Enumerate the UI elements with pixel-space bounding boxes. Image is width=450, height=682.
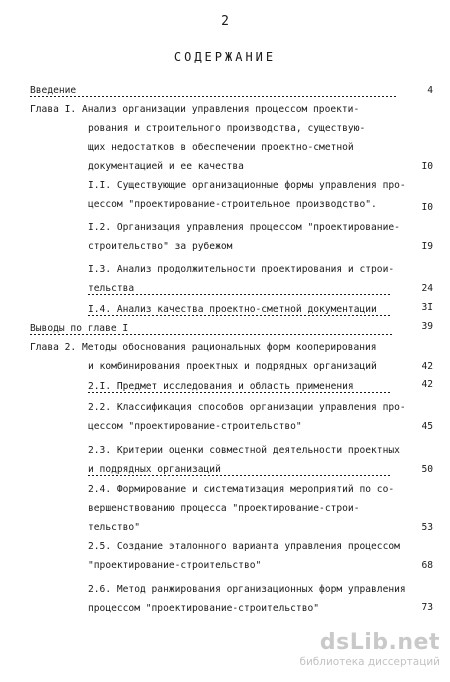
toc-page-number: 42 [421,379,433,390]
toc-title: СОДЕРЖАНИЕ [173,50,277,64]
toc-entry-line: цессом "проектирование-строительное производство". [88,199,377,210]
toc-entry-line: I.I. Существующие организационные формы управления про- [88,180,406,191]
toc-entry-line: I.2. Организация управления процессом "проектирование- [88,222,400,233]
toc-entry-line: "проектирование-строительство" [88,560,262,571]
toc-entry-line: I.4. Анализ качества проектно-сметной документации [88,304,392,316]
watermark-logo: dsLib.net [319,630,440,655]
toc-entry-line: Выводы по главе I [30,323,392,335]
toc-entry-line: Глава I. Анализ организации управления процессом проекти- [30,104,360,115]
toc-entry-line: щих недостатков в обеспечении проектно-сметной [88,142,354,153]
toc-entry-line: 2.4. Формирование и систематизация мероприятий по со- [88,484,395,495]
toc-page-number: 45 [421,421,433,432]
toc-entry-line: Глава 2. Методы обоснования рациональных форм кооперирования [30,342,377,353]
toc-page-number: 4 [427,85,433,96]
toc-entry-line: 2.I. Предмет исследования и область применения [88,381,392,393]
toc-page-number: I0 [421,161,433,172]
toc-entry-line: Введение [30,85,398,97]
watermark-subtitle: библиотека диссертаций [299,656,440,668]
watermark [290,630,440,670]
toc-page-number: 53 [421,522,433,533]
toc-entry-line: тельство" [88,522,140,533]
toc-entry-line: документацией и ее качества [88,161,244,172]
toc-entry-line: рования и строительного производства, существую- [88,123,366,134]
toc-entry-line: 2.2. Классификация способов организации управления про- [88,402,406,413]
toc-page-number: 68 [421,560,433,571]
page-number: 2 [221,14,229,29]
toc-page-number: I9 [421,241,433,252]
toc-entry-line: 2.5. Создание эталонного варианта управления процессом [88,541,400,552]
toc-entry-line: процессом "проектирование-строительство" [88,603,320,614]
toc-page-number: 39 [421,321,433,332]
toc-page-number: 24 [421,283,433,294]
toc-page-number: 73 [421,602,433,613]
toc-entry-line: 2.3. Критерии оценки совместной деятельности проектных [88,445,400,456]
toc-entry-line: и подрядных организаций [88,464,392,476]
toc-entry-line: I.3. Анализ продолжительности проектирования и строи- [88,264,395,275]
toc-page-number: I0 [421,202,433,213]
toc-page-number: 42 [421,361,433,372]
toc-page-number: 50 [421,464,433,475]
toc-entry-line: тельства [88,283,392,295]
toc-entry-line: 2.6. Метод ранжирования организационных форм управления [88,584,406,595]
toc-entry-line: цессом "проектирование-строительство" [88,421,302,432]
toc-entry-line: и комбинирования проектных и подрядных организаций [88,361,377,372]
toc-entry-line: вершенствованию процесса "проектирование-строи- [88,503,360,514]
toc-page-number: 3I [421,302,433,313]
toc-entry-line: строительство" за рубежом [88,241,233,252]
